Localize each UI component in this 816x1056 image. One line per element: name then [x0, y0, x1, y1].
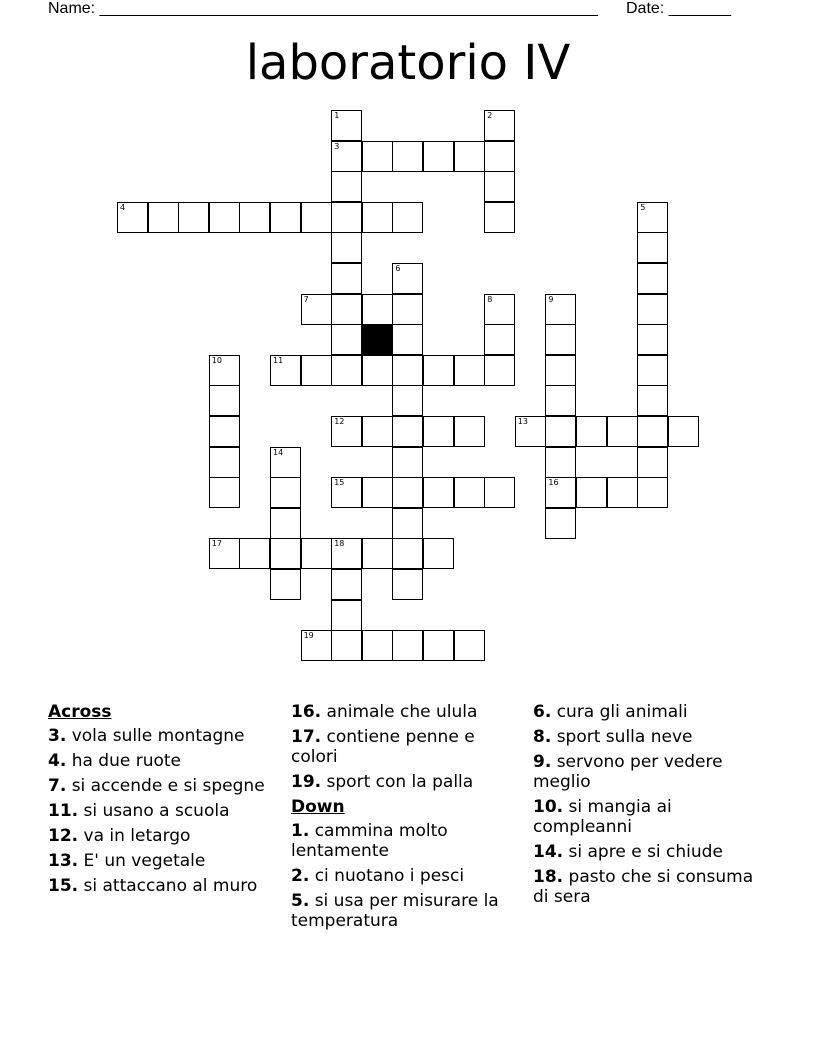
clue-item-text: si attaccano al muro	[78, 876, 258, 896]
crossword-cell[interactable]	[178, 202, 209, 233]
clue-item-text: pasto che si consuma di sera	[533, 867, 754, 907]
clue-item	[48, 826, 273, 846]
clue-item-text: sport sulla neve	[551, 727, 693, 747]
crossword-cell[interactable]	[270, 569, 301, 600]
clue-number: 2	[487, 111, 493, 120]
clue-number: 13	[517, 417, 528, 426]
crossword-cell[interactable]	[331, 263, 362, 294]
clue-item	[291, 727, 516, 767]
clue-item-text: vola sulle montagne	[66, 726, 245, 746]
crossword-cell[interactable]	[576, 477, 607, 508]
clue-number: 3	[334, 141, 340, 151]
crossword-cell[interactable]	[637, 355, 668, 386]
crossword-cell[interactable]	[392, 294, 423, 325]
crossword-cell[interactable]	[392, 569, 423, 600]
clue-item-number: 18.	[533, 867, 564, 887]
clue-number: 18	[334, 539, 345, 549]
crossword-cell[interactable]	[331, 202, 362, 233]
clue-item	[48, 726, 273, 746]
crossword-cell[interactable]	[362, 416, 393, 447]
crossword-cell[interactable]	[270, 447, 301, 478]
clue-number: 12	[334, 417, 345, 426]
crossword-cell[interactable]	[331, 416, 362, 447]
crossword-cell[interactable]	[362, 202, 393, 233]
clue-number: 5	[640, 202, 646, 212]
crossword-cell[interactable]	[239, 202, 270, 233]
crossword-cell[interactable]	[362, 630, 393, 661]
clue-item-number: 6.	[533, 702, 552, 722]
crossword-cell[interactable]	[301, 294, 332, 325]
clue-item-text: cura gli animali	[551, 702, 688, 722]
clue-item-number: 13.	[48, 851, 79, 871]
crossword-cell[interactable]	[331, 171, 362, 202]
crossword-cell[interactable]	[454, 141, 485, 172]
crossword-cell[interactable]	[392, 416, 423, 447]
crossword-cell[interactable]	[637, 416, 668, 447]
crossword-cell[interactable]	[484, 141, 515, 172]
clue-item-text: sport con la palla	[321, 772, 474, 792]
crossword-cell[interactable]	[454, 477, 485, 508]
clue-number: 10	[211, 355, 222, 365]
crossword-cell[interactable]	[392, 202, 423, 233]
date-field-label: Date: _______	[626, 0, 731, 17]
clue-item	[291, 866, 516, 886]
crossword-cell[interactable]	[545, 294, 576, 325]
crossword-cell[interactable]	[545, 355, 576, 386]
clue-number: 16	[548, 478, 559, 488]
crossword-cell[interactable]	[484, 110, 515, 141]
crossword-cell[interactable]	[423, 355, 454, 386]
crossword-cell[interactable]	[545, 508, 576, 539]
clue-item-number: 8.	[533, 727, 552, 747]
down-heading: Down	[291, 797, 345, 817]
crossword-cell[interactable]	[331, 294, 362, 325]
crossword-cell[interactable]	[301, 538, 332, 569]
crossword-cell[interactable]	[331, 538, 362, 569]
crossword-cell[interactable]	[545, 385, 576, 416]
clue-item-text: si mangia ai compleanni	[533, 797, 672, 837]
clue-item	[48, 851, 273, 871]
down-clue-list-continued	[533, 702, 758, 907]
crossword-cell[interactable]	[392, 477, 423, 508]
across-clue-list-continued	[291, 702, 516, 792]
clue-item	[48, 751, 273, 771]
crossword-cell[interactable]	[637, 477, 668, 508]
crossword-cell[interactable]	[607, 477, 638, 508]
clue-item-text: si apre e si chiude	[563, 842, 723, 862]
clue-number: 19	[303, 631, 314, 641]
clue-item-number: 4.	[48, 751, 67, 771]
crossword-cell[interactable]	[117, 202, 148, 233]
crossword-cell[interactable]	[392, 538, 423, 569]
clue-item	[533, 702, 758, 722]
clue-item	[291, 702, 516, 722]
crossword-cell[interactable]	[545, 416, 576, 447]
crossword-cell[interactable]	[331, 232, 362, 263]
crossword-cell[interactable]	[270, 538, 301, 569]
clues-column-2	[291, 702, 516, 936]
clue-item-number: 1.	[291, 821, 310, 841]
clue-item-number: 16.	[291, 702, 322, 722]
crossword-cell[interactable]	[515, 416, 546, 447]
crossword-cell[interactable]	[484, 355, 515, 386]
clue-number: 14	[273, 447, 284, 457]
crossword-cell[interactable]	[637, 263, 668, 294]
clue-item-number: 17.	[291, 727, 322, 747]
crossword-cell[interactable]	[637, 232, 668, 263]
clue-item-text: si usa per misurare la temperatura	[291, 891, 499, 931]
clue-number: 6	[395, 264, 401, 273]
clue-item-text: va in letargo	[78, 826, 191, 846]
clue-number: 1	[334, 111, 340, 120]
clue-item-number: 2.	[291, 866, 310, 886]
crossword-cell[interactable]	[423, 630, 454, 661]
clue-item	[533, 752, 758, 792]
crossword-cell[interactable]	[209, 202, 240, 233]
clue-number: 11	[273, 355, 284, 365]
across-clue-list	[48, 726, 273, 896]
crossword-cell[interactable]	[209, 355, 240, 386]
clue-item	[48, 776, 273, 796]
crossword-cell[interactable]	[454, 630, 485, 661]
crossword-cell[interactable]	[392, 141, 423, 172]
clue-item-text: si accende e si spegne	[66, 776, 265, 796]
clue-number: 17	[211, 539, 222, 549]
crossword-cell[interactable]	[392, 385, 423, 416]
crossword-cell[interactable]	[331, 141, 362, 172]
crossword-cell[interactable]	[484, 202, 515, 233]
clue-item	[533, 842, 758, 862]
crossword-cell[interactable]	[331, 355, 362, 386]
crossword-cell[interactable]	[423, 477, 454, 508]
clue-item-text: contiene penne e colori	[291, 727, 475, 767]
clue-item-number: 15.	[48, 876, 79, 896]
crossword-cell[interactable]	[270, 202, 301, 233]
crossword-cell[interactable]	[392, 630, 423, 661]
crossword-cell[interactable]	[301, 630, 332, 661]
crossword-cell[interactable]	[270, 477, 301, 508]
clue-item-text: servono per vedere meglio	[533, 752, 723, 792]
clues-column-1	[48, 702, 273, 901]
puzzle-title: laboratorio IV	[245, 35, 571, 91]
clue-item	[533, 797, 758, 837]
clue-item-number: 11.	[48, 801, 79, 821]
crossword-cell[interactable]	[637, 324, 668, 355]
clue-number: 15	[334, 478, 345, 488]
crossword-cell[interactable]	[392, 263, 423, 294]
clue-item-text: si usano a scuola	[78, 801, 230, 821]
clue-item-number: 12.	[48, 826, 79, 846]
crossword-cell[interactable]	[392, 355, 423, 386]
clue-number: 9	[548, 294, 554, 304]
crossword-cell[interactable]	[484, 294, 515, 325]
crossword-cell[interactable]	[331, 324, 362, 355]
clue-item	[291, 772, 516, 792]
crossword-cell[interactable]	[331, 630, 362, 661]
crossword-cell[interactable]	[270, 508, 301, 539]
crossword-cell[interactable]	[545, 477, 576, 508]
clue-item-number: 7.	[48, 776, 67, 796]
crossword-cell[interactable]	[637, 202, 668, 233]
crossword-cell[interactable]	[423, 141, 454, 172]
crossword-cell[interactable]	[423, 416, 454, 447]
crossword-cell[interactable]	[362, 355, 393, 386]
crossword-cell[interactable]	[362, 294, 393, 325]
clue-item-text: cammina molto lentamente	[291, 821, 448, 861]
crossword-cell[interactable]	[484, 324, 515, 355]
clue-item-number: 9.	[533, 752, 552, 772]
clues-column-3	[533, 702, 758, 912]
clue-item	[533, 727, 758, 747]
crossword-cell[interactable]	[637, 385, 668, 416]
crossword-cell[interactable]	[270, 355, 301, 386]
crossword-cell[interactable]	[209, 447, 240, 478]
crossword-cell[interactable]	[331, 110, 362, 141]
crossword-cell[interactable]	[362, 477, 393, 508]
crossword-cell[interactable]	[301, 355, 332, 386]
crossword-cell[interactable]	[148, 202, 179, 233]
clue-item-number: 3.	[48, 726, 67, 746]
crossword-cell[interactable]	[454, 416, 485, 447]
clue-item-text: animale che ulula	[321, 702, 478, 722]
clue-item	[291, 821, 516, 861]
crossword-cell[interactable]	[607, 416, 638, 447]
crossword-cell[interactable]	[209, 416, 240, 447]
crossword-cell[interactable]	[454, 355, 485, 386]
crossword-cell[interactable]	[484, 477, 515, 508]
clue-item-text: ha due ruote	[66, 751, 182, 771]
crossword-cell[interactable]	[637, 294, 668, 325]
crossword-cell[interactable]	[392, 447, 423, 478]
crossword-cell[interactable]	[209, 477, 240, 508]
clue-item-number: 10.	[533, 797, 564, 817]
crossword-cell[interactable]	[576, 416, 607, 447]
clue-number: 4	[120, 202, 126, 212]
clue-item	[48, 801, 273, 821]
down-clue-list	[291, 821, 516, 931]
crossword-cell[interactable]	[331, 569, 362, 600]
crossword-cell[interactable]	[301, 202, 332, 233]
clue-number: 8	[487, 294, 493, 304]
crossword-cell[interactable]	[545, 447, 576, 478]
clue-item	[291, 891, 516, 931]
clue-item-number: 19.	[291, 772, 322, 792]
name-field-label: Name: ________________________________________________________	[48, 0, 598, 17]
crossword-cell[interactable]	[362, 538, 393, 569]
crossword-cell[interactable]	[392, 324, 423, 355]
crossword-cell[interactable]	[331, 600, 362, 631]
across-heading: Across	[48, 702, 112, 722]
crossword-cell[interactable]	[423, 538, 454, 569]
crossword-cell[interactable]	[545, 324, 576, 355]
crossword-cell[interactable]	[239, 538, 270, 569]
clue-item-number: 14.	[533, 842, 564, 862]
crossword-cell[interactable]	[209, 385, 240, 416]
clue-item-number: 5.	[291, 891, 310, 911]
clue-item-text: ci nuotano i pesci	[309, 866, 465, 886]
crossword-cell[interactable]	[668, 416, 699, 447]
clue-item	[48, 876, 273, 896]
clue-item-text: E' un vegetale	[78, 851, 206, 871]
crossword-cell[interactable]	[637, 447, 668, 478]
crossword-cell[interactable]	[392, 508, 423, 539]
clue-number: 7	[303, 294, 309, 304]
clue-item	[533, 867, 758, 907]
crossword-cell[interactable]	[331, 477, 362, 508]
crossword-cell[interactable]	[484, 171, 515, 202]
crossword-cell[interactable]	[209, 538, 240, 569]
crossword-black-cell	[362, 324, 393, 355]
crossword-cell[interactable]	[362, 141, 393, 172]
